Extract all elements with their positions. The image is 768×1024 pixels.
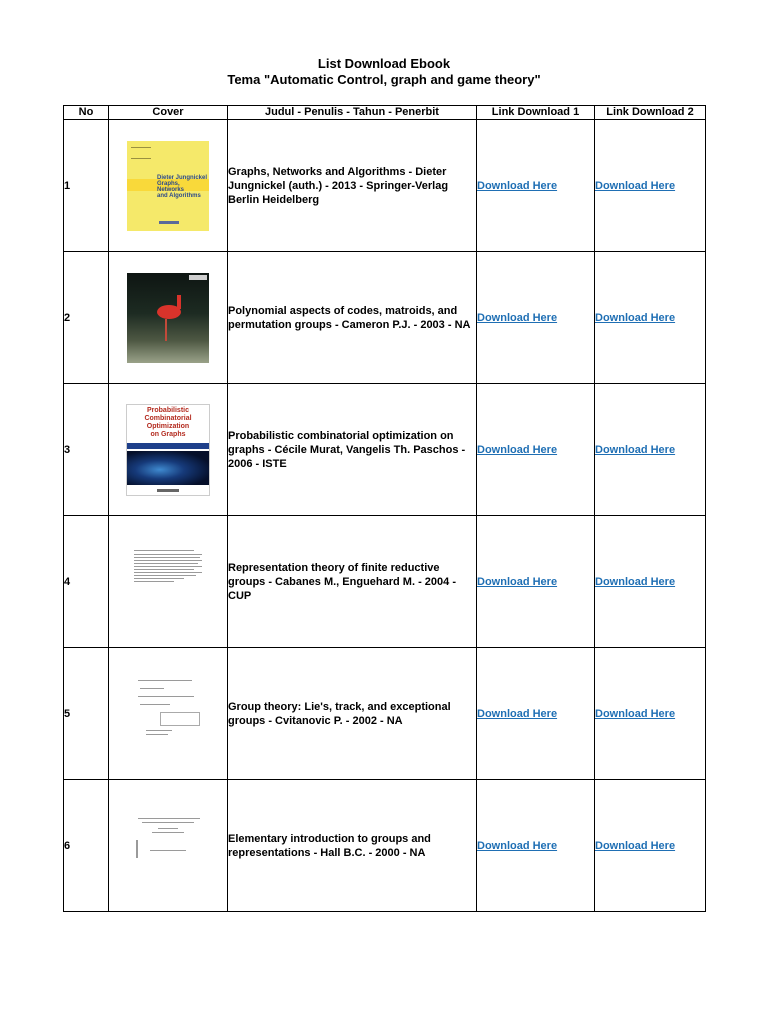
cover-title-text: Dieter Jungnickel Graphs, Networks and Algorithms — [157, 174, 208, 199]
book-title: Group theory: Lie's, track, and exceptional groups - Cvitanovic P. - 2002 - NA — [228, 648, 477, 780]
ebook-table — [63, 105, 706, 912]
table-row — [64, 384, 706, 516]
book-cover-image — [127, 141, 209, 231]
download-link-1[interactable]: Download Here — [477, 443, 558, 456]
table-header-row — [64, 106, 706, 120]
column-header-no: No — [64, 106, 109, 120]
book-title: Polynomial aspects of codes, matroids, and permutation groups - Cameron P.J. - 2003 - NA — [228, 252, 477, 384]
table-row — [64, 780, 706, 912]
table-row — [64, 120, 706, 252]
download-link-1[interactable]: Download Here — [477, 575, 558, 588]
row-number: 4 — [64, 516, 109, 648]
cover-series-tag — [189, 275, 207, 280]
download-link-1[interactable]: Download Here — [477, 311, 558, 324]
download-link-2[interactable]: Download Here — [595, 839, 676, 852]
book-title: Elementary introduction to groups and representations - Hall B.C. - 2000 - NA — [228, 780, 477, 912]
download-link-2[interactable]: Download Here — [595, 443, 676, 456]
row-number: 3 — [64, 384, 109, 516]
row-number: 6 — [64, 780, 109, 912]
download-link-1[interactable]: Download Here — [477, 179, 558, 192]
book-cover-image — [132, 542, 204, 622]
cover-cell — [109, 252, 228, 384]
book-cover-image — [126, 404, 210, 496]
row-number: 2 — [64, 252, 109, 384]
download-link-2[interactable]: Download Here — [595, 179, 676, 192]
download-link-2[interactable]: Download Here — [595, 575, 676, 588]
row-number: 5 — [64, 648, 109, 780]
download-link-1[interactable]: Download Here — [477, 839, 558, 852]
book-title: Probabilistic combinatorial optimization on graphs - Cécile Murat, Vangelis Th. Paschos - 2006 - ISTE — [228, 384, 477, 516]
cover-cell — [109, 780, 228, 912]
table-row — [64, 648, 706, 780]
cover-decoration — [131, 147, 151, 159]
book-title: Representation theory of finite reductive groups - Cabanes M., Enguehard M. - 2004 - CUP — [228, 516, 477, 648]
book-cover-image — [127, 273, 209, 363]
cover-cell — [109, 516, 228, 648]
book-title: Graphs, Networks and Algorithms - Dieter Jungnickel (auth.) - 2013 - Springer-Verlag Berlin Heidelberg — [228, 120, 477, 252]
column-header-cover: Cover — [109, 106, 228, 120]
cover-author-bar — [127, 443, 209, 449]
publisher-logo — [157, 489, 179, 492]
flamingo-leg — [165, 319, 167, 341]
page-title: List Download Ebook — [317, 56, 451, 71]
download-link-2[interactable]: Download Here — [595, 311, 676, 324]
row-number: 1 — [64, 120, 109, 252]
cover-title-text: Probabilistic Combinatorial Optimization on Graphs — [144, 406, 192, 438]
page-subtitle: Tema "Automatic Control, graph and game theory" — [227, 72, 541, 87]
column-header-link1: Link Download 1 — [477, 106, 595, 120]
column-header-link2: Link Download 2 — [595, 106, 706, 120]
book-cover-image — [132, 674, 204, 754]
publisher-logo — [159, 221, 179, 224]
cover-graphic — [127, 451, 209, 485]
download-link-2[interactable]: Download Here — [595, 707, 676, 720]
table-row — [64, 252, 706, 384]
flamingo-body — [157, 305, 181, 319]
book-cover-image — [132, 806, 204, 886]
cover-cell — [109, 648, 228, 780]
table-row — [64, 516, 706, 648]
column-header-title: Judul - Penulis - Tahun - Penerbit — [228, 106, 477, 120]
download-link-1[interactable]: Download Here — [477, 707, 558, 720]
cover-cell — [109, 384, 228, 516]
cover-cell — [109, 120, 228, 252]
